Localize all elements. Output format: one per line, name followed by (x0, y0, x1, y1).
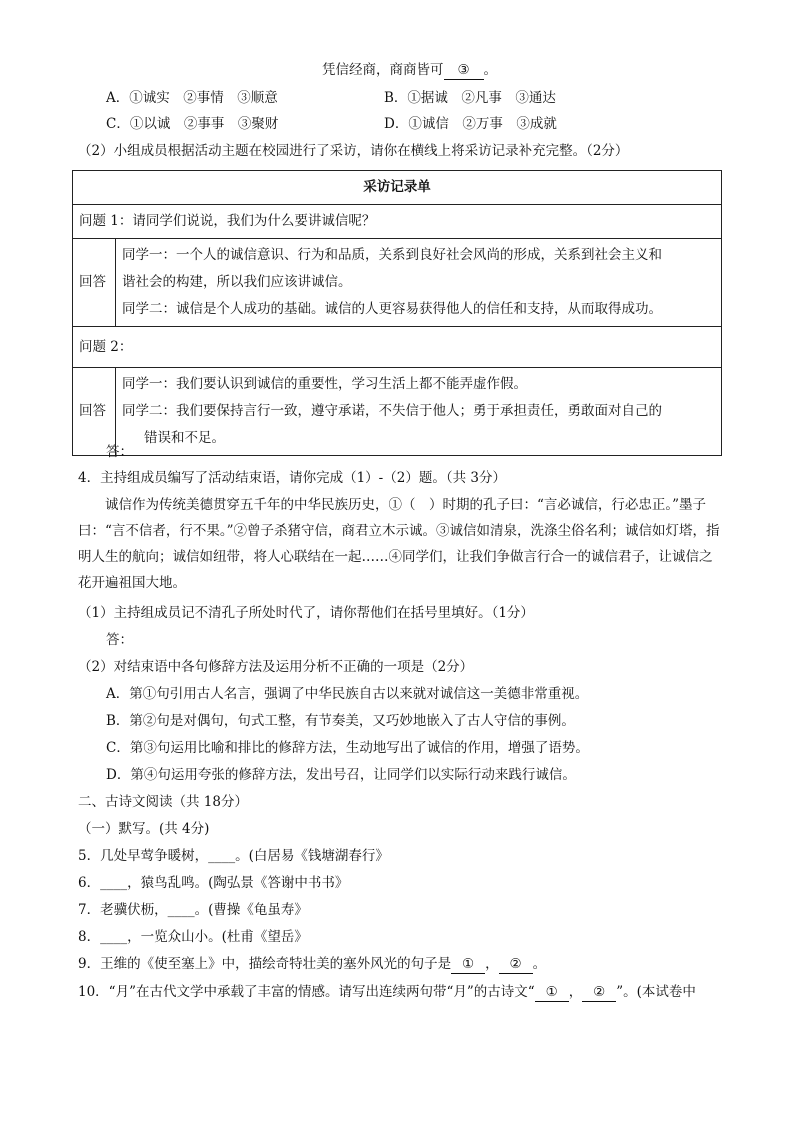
q9-pre: 9．王维的《使至塞上》中，描绘奇特壮美的塞外风光的句子是 (78, 956, 452, 972)
q4-paragraph: 诚信作为传统美德贯穿五千年的中华民族历史，①（ ）时期的孔子曰：“言必诚信，行必忠正。”墨子曰：“言不信者，行不果。”②曾子杀猪守信，商君立木示诚。③诚信如清泉，洗涤尘俗名利；诚信如灯塔，指明人生的航向；诚信如纽带，将人心联结在一起……④同学们，让我们争做言行合一的诚信君子，让诚信之花开遍祖国大地。 (78, 497, 720, 591)
table-answer-2 (116, 368, 722, 456)
q5-line (78, 846, 389, 866)
table-question-2[interactable]: 问题 2： (73, 327, 722, 368)
q8-line (78, 927, 308, 947)
q4-sub2: （2）对结束语中各句修辞方法及运用分析不正确的一项是（2分） (78, 659, 474, 675)
answer2-line-3: 错误和不足。 (144, 430, 225, 446)
q9-blank-2[interactable]: ② (499, 955, 533, 974)
q6-line (78, 873, 348, 893)
answer2-line-2: 同学二：我们要保持言行一致，遵守承诺，不失信于他人；勇于承担责任，勇敢面对自己的 (122, 403, 662, 419)
q3-2-prompt: （2）小组成员根据活动主题在校园进行了采访，请你在横线上将采访记录补充完整。（2分） (78, 143, 629, 159)
q7-line (78, 900, 308, 920)
q9-post: 。 (532, 956, 547, 972)
table-question-1: 问题 1：请同学们说说，我们为什么要讲诚信呢？ (73, 205, 722, 239)
answer2-line-1: 同学一：我们要认识到诚信的重要性，学习生活上都不能弄虚作假。 (122, 376, 527, 392)
answer-label-2: 回答 (73, 368, 116, 456)
answer1-line-1: 同学一：一个人的诚信意识、行为和品质，关系到良好社会风尚的形成，关系到社会主义和 (122, 247, 662, 263)
q3-option-d[interactable]: D．①诚信 ②万事 ③成就 (384, 116, 557, 132)
q10-mid: ， (568, 984, 583, 1000)
q5-post: 。(白居易《钱塘湖春行》 (235, 848, 389, 864)
q4-option-b[interactable]: B．第②句是对偶句，句式工整，有节奏美，又巧妙地嵌入了古人守信的事例。 (106, 713, 575, 729)
q3-option-a[interactable]: A．①诚实 ②事情 ③顺意 (106, 90, 278, 106)
q4-heading: 4．主持组成员编写了活动结束语，请你完成（1）-（2）题。（共 3分） (78, 470, 506, 486)
section2-subheading: （一）默写。(共 4分) (78, 821, 210, 837)
answer1-line-2: 谐社会的构建，所以我们应该讲诚信。 (122, 274, 352, 290)
q9-mid: ， (485, 956, 499, 972)
table-title: 采访记录单 (73, 171, 722, 205)
q6-blank[interactable]: ____ (100, 875, 128, 891)
q3-blank-3[interactable]: ③ (444, 61, 484, 80)
q4-sub1-answer[interactable]: 答： (106, 632, 133, 648)
q9-blank-1[interactable]: ① (451, 955, 485, 974)
q3-option-b[interactable]: B．①据诚 ②凡事 ③通达 (384, 90, 556, 106)
q5-blank[interactable]: ____ (208, 848, 236, 864)
q4-option-a[interactable]: A．第①句引用古人名言，强调了中华民族自古以来就对诚信这一美德非常重视。 (106, 686, 589, 702)
q3-line (322, 60, 497, 80)
q6-post: ，猿鸟乱鸣。(陶弘景《答谢中书书》 (127, 875, 349, 891)
q8-pre: 8． (78, 929, 101, 945)
q10-post: ”。(本试卷中 (616, 984, 696, 1000)
answer1-line-3: 同学二：诚信是个人成功的基础。诚信的人更容易获得他人的信任和支持，从而取得成功。 (122, 301, 662, 317)
q8-blank[interactable]: ____ (100, 929, 128, 945)
q7-blank[interactable]: ____ (167, 902, 195, 918)
table-answer-1 (116, 239, 722, 327)
q7-pre: 7．老骥伏枥， (78, 902, 168, 918)
q10-pre: 10．“月”在古代文学中承载了丰富的情感。请写出连续两句带“月”的古诗文“ (78, 984, 535, 1000)
q6-pre: 6． (78, 875, 101, 891)
q10-line (78, 982, 696, 1002)
q8-post: ，一览众山小。(杜甫《望岳》 (127, 929, 308, 945)
q10-blank-2[interactable]: ② (582, 983, 616, 1002)
interview-record-table (72, 170, 722, 456)
q7-post: 。(曹操《龟虽寿》 (194, 902, 308, 918)
q10-blank-1[interactable]: ① (535, 983, 569, 1002)
q3-option-c[interactable]: C．①以诚 ②事事 ③聚财 (106, 116, 279, 132)
q4-option-c[interactable]: C．第③句运用比喻和排比的修辞方法，生动地写出了诚信的作用，增强了语势。 (106, 740, 589, 756)
q3-line-prefix: 凭信经商，商商皆可 (322, 62, 444, 78)
q4-sub1: （1）主持组成员记不清孔子所处时代了，请你帮他们在括号里填好。（1分） (78, 605, 534, 621)
answer-label-1: 回答 (73, 239, 116, 327)
q4-option-d[interactable]: D．第④句运用夸张的修辞方法，发出号召，让同学们以实际行动来践行诚信。 (106, 767, 576, 783)
section2-heading: 二、古诗文阅读（共 18分） (78, 794, 248, 810)
q9-line (78, 954, 546, 974)
q5-pre: 5．几处早莺争暖树， (78, 848, 209, 864)
q3-line-suffix: 。 (483, 62, 497, 78)
q3-2-answer-label[interactable]: 答： (106, 444, 133, 460)
